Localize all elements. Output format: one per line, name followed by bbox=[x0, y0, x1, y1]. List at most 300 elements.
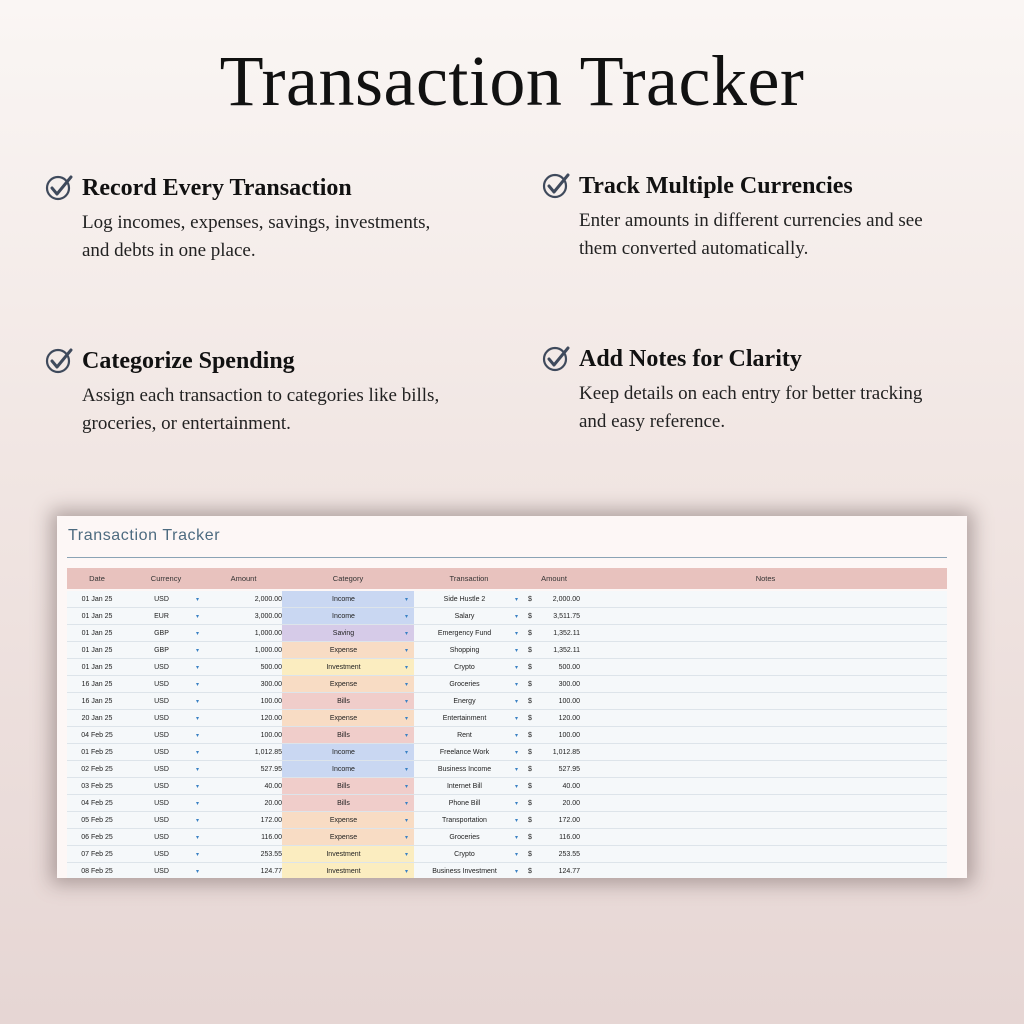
dropdown-arrow-icon[interactable]: ▾ bbox=[195, 766, 199, 773]
amount-cell-value: 124.77 bbox=[260, 867, 282, 875]
table-row bbox=[67, 625, 947, 642]
notes-cell[interactable] bbox=[584, 744, 947, 761]
currency-select[interactable] bbox=[127, 863, 205, 879]
category-select[interactable] bbox=[282, 744, 414, 761]
date-cell-value: 16 Jan 25 bbox=[81, 680, 113, 688]
dropdown-arrow-icon[interactable]: ▾ bbox=[404, 851, 408, 858]
dropdown-arrow-icon[interactable]: ▾ bbox=[195, 817, 199, 824]
date-cell[interactable] bbox=[67, 676, 127, 693]
category-select-value: Bills bbox=[337, 731, 350, 739]
currency-symbol: $ bbox=[528, 646, 532, 654]
feature-categorize-spending bbox=[44, 346, 444, 438]
transaction-select[interactable] bbox=[414, 676, 524, 693]
dropdown-arrow-icon[interactable]: ▾ bbox=[514, 783, 518, 790]
currency-select[interactable] bbox=[127, 659, 205, 676]
table-row bbox=[67, 778, 947, 795]
converted-amount-value: 116.00 bbox=[559, 833, 580, 841]
notes-cell[interactable] bbox=[584, 863, 947, 879]
amount-cell-value: 172.00 bbox=[260, 816, 282, 824]
transaction-select-value: Shopping bbox=[449, 646, 480, 654]
dropdown-arrow-icon[interactable]: ▾ bbox=[195, 783, 199, 790]
table-row bbox=[67, 795, 947, 812]
dropdown-arrow-icon[interactable]: ▾ bbox=[404, 749, 408, 756]
check-circle-icon bbox=[44, 346, 74, 376]
transaction-select-value: Groceries bbox=[449, 680, 480, 688]
converted-amount-value: 300.00 bbox=[558, 680, 580, 688]
currency-select[interactable] bbox=[127, 761, 205, 778]
category-select[interactable] bbox=[282, 795, 414, 812]
transaction-select-value: Business Income bbox=[437, 765, 492, 773]
transaction-select[interactable] bbox=[414, 778, 524, 795]
dropdown-arrow-icon[interactable]: ▾ bbox=[514, 749, 518, 756]
currency-select-value: USD bbox=[154, 867, 169, 875]
currency-symbol: $ bbox=[528, 816, 532, 824]
amount-cell[interactable] bbox=[205, 863, 282, 879]
date-cell[interactable] bbox=[67, 863, 127, 879]
converted-amount-value: 527.95 bbox=[558, 765, 580, 773]
amount-cell[interactable] bbox=[205, 608, 282, 625]
category-select-value: Investment bbox=[326, 850, 361, 858]
currency-select-value: USD bbox=[154, 595, 169, 603]
converted-amount-value: 1,352.11 bbox=[553, 646, 580, 654]
feature-description: Keep details on each entry for better tracking and easy reference. bbox=[579, 383, 923, 432]
converted-amount-cell bbox=[524, 727, 584, 744]
notes-cell[interactable] bbox=[584, 642, 947, 659]
date-cell[interactable] bbox=[67, 778, 127, 795]
feature-title: Record Every Transaction bbox=[82, 174, 352, 201]
category-select[interactable] bbox=[282, 812, 414, 829]
currency-select[interactable] bbox=[127, 608, 205, 625]
converted-amount-cell bbox=[524, 846, 584, 863]
dropdown-arrow-icon[interactable]: ▾ bbox=[514, 630, 518, 637]
dropdown-arrow-icon[interactable]: ▾ bbox=[404, 715, 408, 722]
amount-cell[interactable] bbox=[205, 659, 282, 676]
check-circle-icon bbox=[541, 344, 571, 374]
converted-amount-value: 500.00 bbox=[558, 663, 580, 671]
transactions-table bbox=[67, 568, 947, 878]
category-select-value: Investment bbox=[326, 663, 361, 671]
notes-cell[interactable] bbox=[584, 778, 947, 795]
currency-select[interactable] bbox=[127, 676, 205, 693]
category-select[interactable] bbox=[282, 846, 414, 863]
feature-description: Assign each transaction to categories like bills, groceries, or entertainment. bbox=[82, 385, 440, 434]
currency-select-value: USD bbox=[154, 748, 169, 756]
currency-symbol: $ bbox=[528, 595, 532, 603]
date-cell[interactable] bbox=[67, 761, 127, 778]
category-select-value: Expense bbox=[329, 680, 358, 688]
transaction-select-value: Freelance Work bbox=[439, 748, 490, 756]
dropdown-arrow-icon[interactable]: ▾ bbox=[514, 868, 518, 875]
converted-amount-value: 100.00 bbox=[558, 697, 580, 705]
spreadsheet-preview bbox=[57, 516, 967, 878]
amount-cell[interactable] bbox=[205, 812, 282, 829]
amount-cell-value: 40.00 bbox=[264, 782, 282, 790]
amount-cell[interactable] bbox=[205, 591, 282, 608]
amount-cell-value: 20.00 bbox=[264, 799, 282, 807]
notes-cell[interactable] bbox=[584, 693, 947, 710]
transaction-select[interactable] bbox=[414, 761, 524, 778]
transaction-select-value: Internet Bill bbox=[446, 782, 482, 790]
dropdown-arrow-icon[interactable]: ▾ bbox=[195, 681, 199, 688]
transaction-select[interactable] bbox=[414, 608, 524, 625]
category-select-value: Expense bbox=[329, 714, 358, 722]
category-select[interactable] bbox=[282, 625, 414, 642]
category-select[interactable] bbox=[282, 761, 414, 778]
transaction-select[interactable] bbox=[414, 659, 524, 676]
transaction-select-value: Phone Bill bbox=[448, 799, 481, 807]
feature-record-transactions bbox=[44, 173, 444, 265]
currency-select-value: USD bbox=[154, 714, 169, 722]
date-cell-value: 01 Jan 25 bbox=[81, 612, 113, 620]
category-select[interactable] bbox=[282, 710, 414, 727]
currency-select-value: USD bbox=[154, 782, 169, 790]
amount-cell-value: 120.00 bbox=[260, 714, 282, 722]
converted-amount-cell bbox=[524, 761, 584, 778]
category-select-value: Bills bbox=[337, 799, 350, 807]
amount-cell[interactable] bbox=[205, 625, 282, 642]
currency-select[interactable] bbox=[127, 693, 205, 710]
dropdown-arrow-icon[interactable]: ▾ bbox=[195, 851, 199, 858]
dropdown-arrow-icon[interactable]: ▾ bbox=[514, 664, 518, 671]
dropdown-arrow-icon[interactable]: ▾ bbox=[404, 783, 408, 790]
category-select-value: Expense bbox=[329, 816, 358, 824]
notes-cell[interactable] bbox=[584, 846, 947, 863]
check-circle-icon bbox=[44, 173, 74, 203]
feature-description: Enter amounts in different currencies and see them converted automatically. bbox=[579, 210, 923, 259]
transaction-select[interactable] bbox=[414, 863, 524, 879]
date-cell-value: 04 Feb 25 bbox=[81, 731, 113, 739]
transaction-select[interactable] bbox=[414, 625, 524, 642]
amount-cell[interactable] bbox=[205, 795, 282, 812]
notes-cell[interactable] bbox=[584, 676, 947, 693]
amount-cell[interactable] bbox=[205, 761, 282, 778]
transaction-select-value: Crypto bbox=[454, 850, 475, 858]
date-cell-value: 06 Feb 25 bbox=[81, 833, 113, 841]
page-title: Transaction Tracker bbox=[219, 41, 805, 121]
dropdown-arrow-icon[interactable]: ▾ bbox=[195, 664, 199, 671]
converted-amount-cell bbox=[524, 642, 584, 659]
currency-symbol: $ bbox=[528, 833, 532, 841]
dropdown-arrow-icon[interactable]: ▾ bbox=[195, 715, 199, 722]
date-cell[interactable] bbox=[67, 659, 127, 676]
date-cell-value: 01 Feb 25 bbox=[81, 748, 113, 756]
dropdown-arrow-icon[interactable]: ▾ bbox=[195, 647, 199, 654]
transaction-select[interactable] bbox=[414, 591, 524, 608]
amount-cell[interactable] bbox=[205, 710, 282, 727]
date-cell[interactable] bbox=[67, 795, 127, 812]
category-select-value: Investment bbox=[326, 867, 361, 875]
amount-cell[interactable] bbox=[205, 693, 282, 710]
dropdown-arrow-icon[interactable]: ▾ bbox=[514, 766, 518, 773]
category-select[interactable] bbox=[282, 659, 414, 676]
dropdown-arrow-icon[interactable]: ▾ bbox=[404, 681, 408, 688]
amount-cell-value: 1,012.85 bbox=[254, 748, 282, 756]
date-cell-value: 04 Feb 25 bbox=[81, 799, 113, 807]
currency-symbol: $ bbox=[528, 748, 532, 756]
table-row bbox=[67, 863, 947, 879]
date-cell-value: 01 Jan 25 bbox=[81, 646, 113, 654]
amount-cell[interactable] bbox=[205, 727, 282, 744]
table-row bbox=[67, 659, 947, 676]
date-cell-value: 07 Feb 25 bbox=[81, 850, 113, 858]
converted-amount-cell bbox=[524, 591, 584, 608]
notes-cell[interactable] bbox=[584, 727, 947, 744]
category-select-value: Expense bbox=[329, 646, 358, 654]
dropdown-arrow-icon[interactable]: ▾ bbox=[514, 647, 518, 654]
dropdown-arrow-icon[interactable]: ▾ bbox=[195, 749, 199, 756]
converted-amount-value: 253.55 bbox=[558, 850, 580, 858]
notes-cell[interactable] bbox=[584, 795, 947, 812]
currency-select[interactable] bbox=[127, 829, 205, 846]
date-cell[interactable] bbox=[67, 727, 127, 744]
category-select[interactable] bbox=[282, 727, 414, 744]
currency-select-value: USD bbox=[154, 833, 169, 841]
converted-amount-cell bbox=[524, 744, 584, 761]
converted-amount-cell bbox=[524, 676, 584, 693]
dropdown-arrow-icon[interactable]: ▾ bbox=[514, 613, 518, 620]
amount-cell[interactable] bbox=[205, 676, 282, 693]
currency-select-value: USD bbox=[154, 850, 169, 858]
dropdown-arrow-icon[interactable]: ▾ bbox=[514, 596, 518, 603]
currency-select[interactable] bbox=[127, 625, 205, 642]
dropdown-arrow-icon[interactable]: ▾ bbox=[514, 732, 518, 739]
feature-title: Categorize Spending bbox=[82, 347, 295, 374]
transaction-select-value: Entertainment bbox=[442, 714, 487, 722]
amount-cell-value: 1,000.00 bbox=[254, 629, 282, 637]
dropdown-arrow-icon[interactable]: ▾ bbox=[404, 647, 408, 654]
converted-amount-value: 2,000.00 bbox=[552, 595, 580, 603]
date-cell[interactable] bbox=[67, 744, 127, 761]
transaction-select[interactable] bbox=[414, 727, 524, 744]
transaction-select[interactable] bbox=[414, 829, 524, 846]
currency-select-value: USD bbox=[154, 799, 169, 807]
amount-cell-value: 100.00 bbox=[260, 731, 282, 739]
dropdown-arrow-icon[interactable]: ▾ bbox=[404, 766, 408, 773]
currency-symbol: $ bbox=[528, 867, 532, 875]
category-select-value: Expense bbox=[329, 833, 358, 841]
amount-cell-value: 1,000.00 bbox=[254, 646, 282, 654]
notes-cell[interactable] bbox=[584, 710, 947, 727]
transaction-select[interactable] bbox=[414, 846, 524, 863]
date-cell[interactable] bbox=[67, 846, 127, 863]
category-select[interactable] bbox=[282, 608, 414, 625]
currency-symbol: $ bbox=[528, 765, 532, 773]
converted-amount-cell bbox=[524, 659, 584, 676]
converted-amount-cell bbox=[524, 795, 584, 812]
amount-cell-value: 527.95 bbox=[260, 765, 282, 773]
currency-select[interactable] bbox=[127, 642, 205, 659]
notes-cell[interactable] bbox=[584, 625, 947, 642]
currency-symbol: $ bbox=[528, 663, 532, 671]
dropdown-arrow-icon[interactable]: ▾ bbox=[195, 613, 199, 620]
dropdown-arrow-icon[interactable]: ▾ bbox=[404, 868, 408, 875]
amount-cell-value: 3,000.00 bbox=[254, 612, 282, 620]
category-select[interactable] bbox=[282, 863, 414, 879]
amount-cell-value: 2,000.00 bbox=[254, 595, 282, 603]
converted-amount-cell bbox=[524, 710, 584, 727]
feature-add-notes bbox=[541, 344, 941, 436]
currency-symbol: $ bbox=[528, 782, 532, 790]
date-cell[interactable] bbox=[67, 693, 127, 710]
transaction-select-value: Transportation bbox=[442, 816, 487, 824]
notes-cell[interactable] bbox=[584, 608, 947, 625]
date-cell-value: 16 Jan 25 bbox=[81, 697, 113, 705]
dropdown-arrow-icon[interactable]: ▾ bbox=[195, 698, 199, 705]
currency-select[interactable] bbox=[127, 727, 205, 744]
table-row bbox=[67, 829, 947, 846]
amount-cell[interactable] bbox=[205, 778, 282, 795]
notes-cell[interactable] bbox=[584, 659, 947, 676]
currency-symbol: $ bbox=[528, 680, 532, 688]
dropdown-arrow-icon[interactable]: ▾ bbox=[514, 800, 518, 807]
transaction-select-value: Emergency Fund bbox=[437, 629, 492, 637]
dropdown-arrow-icon[interactable]: ▾ bbox=[404, 834, 408, 841]
feature-multiple-currencies bbox=[541, 171, 941, 263]
transaction-select[interactable] bbox=[414, 710, 524, 727]
table-row bbox=[67, 608, 947, 625]
converted-amount-cell bbox=[524, 829, 584, 846]
feature-title: Track Multiple Currencies bbox=[579, 172, 853, 199]
dropdown-arrow-icon[interactable]: ▾ bbox=[404, 613, 408, 620]
transaction-select-value: Rent bbox=[457, 731, 472, 739]
date-cell[interactable] bbox=[67, 625, 127, 642]
dropdown-arrow-icon[interactable]: ▾ bbox=[514, 817, 518, 824]
converted-amount-value: 20.00 bbox=[562, 799, 580, 807]
notes-cell[interactable] bbox=[584, 829, 947, 846]
transaction-select-value: Crypto bbox=[454, 663, 475, 671]
dropdown-arrow-icon[interactable]: ▾ bbox=[404, 817, 408, 824]
converted-amount-cell bbox=[524, 778, 584, 795]
date-cell-value: 01 Jan 25 bbox=[81, 663, 113, 671]
currency-symbol: $ bbox=[528, 629, 532, 637]
table-header-row bbox=[67, 568, 947, 589]
dropdown-arrow-icon[interactable]: ▾ bbox=[514, 851, 518, 858]
date-cell[interactable] bbox=[67, 710, 127, 727]
transaction-select[interactable] bbox=[414, 812, 524, 829]
amount-cell[interactable] bbox=[205, 829, 282, 846]
date-cell[interactable] bbox=[67, 608, 127, 625]
converted-amount-cell bbox=[524, 693, 584, 710]
category-select[interactable] bbox=[282, 591, 414, 608]
category-select[interactable] bbox=[282, 778, 414, 795]
converted-amount-value: 100.00 bbox=[558, 731, 580, 739]
currency-select[interactable] bbox=[127, 744, 205, 761]
category-select-value: Income bbox=[332, 612, 355, 620]
currency-select-value: EUR bbox=[154, 612, 169, 620]
amount-cell-value: 116.00 bbox=[261, 833, 282, 841]
currency-select[interactable] bbox=[127, 591, 205, 608]
currency-symbol: $ bbox=[528, 714, 532, 722]
category-select-value: Bills bbox=[337, 697, 350, 705]
table-row bbox=[67, 591, 947, 608]
category-select[interactable] bbox=[282, 676, 414, 693]
currency-select-value: USD bbox=[154, 816, 169, 824]
transaction-select-value: Groceries bbox=[449, 833, 480, 841]
dropdown-arrow-icon[interactable]: ▾ bbox=[195, 630, 199, 637]
currency-select-value: GBP bbox=[154, 646, 169, 654]
transaction-select-value: Energy bbox=[453, 697, 476, 705]
category-select-value: Income bbox=[332, 595, 355, 603]
currency-symbol: $ bbox=[528, 697, 532, 705]
dropdown-arrow-icon[interactable]: ▾ bbox=[195, 834, 199, 841]
converted-amount-value: 40.00 bbox=[562, 782, 580, 790]
amount-cell[interactable] bbox=[205, 642, 282, 659]
dropdown-arrow-icon[interactable]: ▾ bbox=[195, 732, 199, 739]
date-cell-value: 05 Feb 25 bbox=[81, 816, 113, 824]
converted-amount-value: 3,511.75 bbox=[553, 612, 580, 620]
column-header-currency: Currency bbox=[127, 568, 205, 589]
currency-select[interactable] bbox=[127, 846, 205, 863]
converted-amount-value: 1,012.85 bbox=[552, 748, 580, 756]
amount-cell[interactable] bbox=[205, 744, 282, 761]
sheet-title: Transaction Tracker bbox=[68, 527, 221, 544]
category-select[interactable] bbox=[282, 693, 414, 710]
dropdown-arrow-icon[interactable]: ▾ bbox=[514, 715, 518, 722]
table-row bbox=[67, 727, 947, 744]
amount-cell[interactable] bbox=[205, 846, 282, 863]
check-circle-icon bbox=[541, 171, 571, 201]
dropdown-arrow-icon[interactable]: ▾ bbox=[404, 698, 408, 705]
dropdown-arrow-icon[interactable]: ▾ bbox=[514, 834, 518, 841]
dropdown-arrow-icon[interactable]: ▾ bbox=[404, 664, 408, 671]
notes-cell[interactable] bbox=[584, 761, 947, 778]
notes-cell[interactable] bbox=[584, 812, 947, 829]
transaction-select[interactable] bbox=[414, 693, 524, 710]
currency-select[interactable] bbox=[127, 812, 205, 829]
table-row bbox=[67, 761, 947, 778]
column-header-date: Date bbox=[67, 568, 127, 589]
converted-amount-cell bbox=[524, 812, 584, 829]
divider bbox=[67, 557, 947, 558]
dropdown-arrow-icon[interactable]: ▾ bbox=[195, 800, 199, 807]
dropdown-arrow-icon[interactable]: ▾ bbox=[404, 630, 408, 637]
date-cell-value: 01 Jan 25 bbox=[81, 629, 113, 637]
amount-cell-value: 253.55 bbox=[260, 850, 282, 858]
transaction-select[interactable] bbox=[414, 795, 524, 812]
dropdown-arrow-icon[interactable]: ▾ bbox=[514, 698, 518, 705]
dropdown-arrow-icon[interactable]: ▾ bbox=[404, 800, 408, 807]
category-select[interactable] bbox=[282, 829, 414, 846]
category-select-value: Saving bbox=[332, 629, 355, 637]
dropdown-arrow-icon[interactable]: ▾ bbox=[195, 868, 199, 875]
column-header-notes: Notes bbox=[584, 568, 947, 589]
dropdown-arrow-icon[interactable]: ▾ bbox=[404, 732, 408, 739]
transaction-select[interactable] bbox=[414, 642, 524, 659]
amount-cell-value: 300.00 bbox=[260, 680, 282, 688]
currency-select-value: GBP bbox=[154, 629, 169, 637]
column-header-amount: Amount bbox=[205, 568, 282, 589]
amount-cell-value: 100.00 bbox=[260, 697, 282, 705]
transaction-select[interactable] bbox=[414, 744, 524, 761]
date-cell[interactable] bbox=[67, 591, 127, 608]
date-cell[interactable] bbox=[67, 642, 127, 659]
currency-select[interactable] bbox=[127, 778, 205, 795]
dropdown-arrow-icon[interactable]: ▾ bbox=[195, 596, 199, 603]
currency-select[interactable] bbox=[127, 795, 205, 812]
category-select[interactable] bbox=[282, 642, 414, 659]
currency-select-value: USD bbox=[154, 697, 169, 705]
transaction-select-value: Side Hustle 2 bbox=[443, 595, 486, 603]
date-cell[interactable] bbox=[67, 812, 127, 829]
table-row bbox=[67, 710, 947, 727]
date-cell[interactable] bbox=[67, 829, 127, 846]
table-row bbox=[67, 812, 947, 829]
dropdown-arrow-icon[interactable]: ▾ bbox=[514, 681, 518, 688]
currency-select[interactable] bbox=[127, 710, 205, 727]
dropdown-arrow-icon[interactable]: ▾ bbox=[404, 596, 408, 603]
column-header-category: Category bbox=[282, 568, 414, 589]
notes-cell[interactable] bbox=[584, 591, 947, 608]
